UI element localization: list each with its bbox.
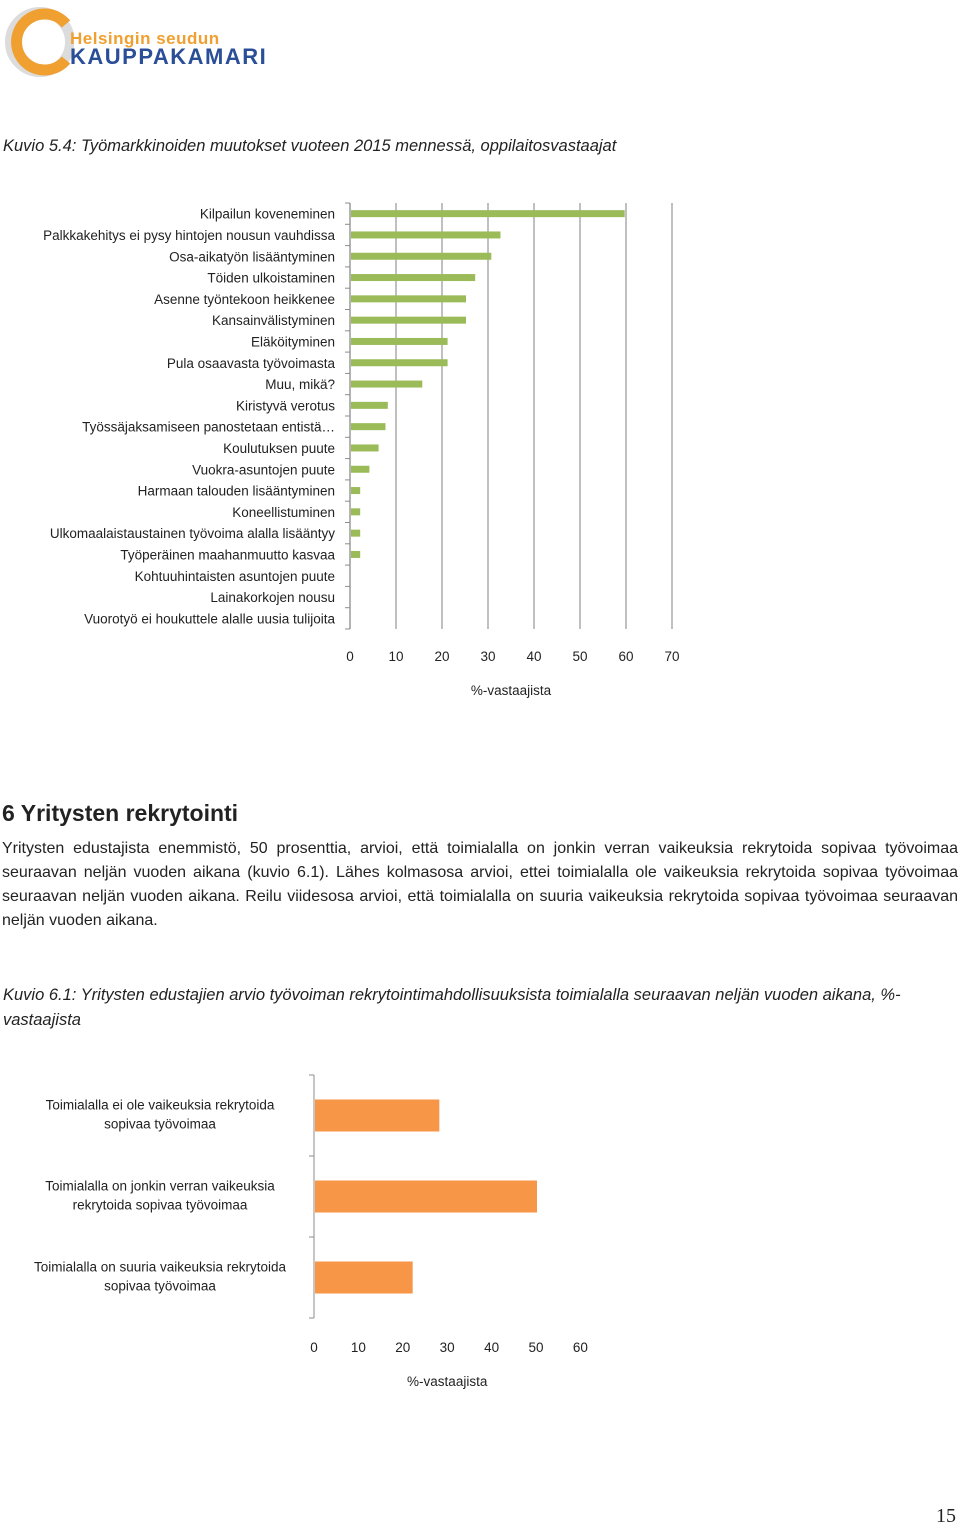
bar <box>351 402 388 409</box>
bar <box>315 1100 439 1132</box>
x-tick-label: 20 <box>434 649 450 664</box>
category-label: Eläköityminen <box>250 334 335 350</box>
category-label: Kohtuuhintaisten asuntojen puute <box>134 568 335 584</box>
bar <box>351 551 360 558</box>
x-tick-label: 10 <box>350 1340 366 1355</box>
category-label: Ulkomaalaistaustainen työvoima alalla lisääntyy <box>49 526 335 542</box>
category-label: Pula osaavasta työvoimasta <box>166 355 335 371</box>
logo-line1: Helsingin seudun <box>70 29 220 48</box>
x-tick-label: 0 <box>346 649 354 664</box>
category-label: Vuokra-asuntojen puute <box>192 462 335 478</box>
category-label: Vuorotyö ei houkuttele alalle uusia tulijoita <box>84 611 335 627</box>
figure-5-4-caption: Kuvio 5.4: Työmarkkinoiden muutokset vuoteen 2015 mennessä, oppilaitosvastaajat <box>3 137 617 155</box>
category-label: Työssäjaksamiseen panostetaan entistä… <box>82 419 335 435</box>
logo-line2: KAUPPAKAMARI <box>70 44 268 69</box>
bar <box>351 338 448 345</box>
category-label: Toimialalla ei ole vaikeuksia rekrytoida <box>45 1097 275 1113</box>
category-label: Töiden ulkoistaminen <box>207 270 335 286</box>
bar <box>351 487 360 494</box>
bar <box>351 444 379 451</box>
logo-c-emblem <box>4 2 74 82</box>
x-tick-label: 30 <box>480 649 496 664</box>
section-paragraph: Yritysten edustajista enemmistö, 50 prosenttia, arvioi, että toimialalla on jonkin verran vaikeuksia rekrytoida sopivaa työvoimaa seuraavan neljän vuoden aikana (kuvio 6.1). Lähes kolmasosa arvioi, ettei toimialalla ole vaikeuksia rekrytoida sopivaa työvoimaa seuraavan neljän vuoden aikana. Reilu viidesosa arvioi, että toimialalla on suuria vaikeuksia rekrytoida sopivaa työvoimaa seuraavan neljän vuoden aikana. <box>2 840 958 929</box>
category-label: Asenne työntekoon heikkenee <box>154 291 335 307</box>
bar <box>315 1181 537 1213</box>
category-label: Koneellistuminen <box>232 504 335 520</box>
x-tick-label: 50 <box>572 649 588 664</box>
x-tick-label: 60 <box>572 1340 588 1355</box>
bar <box>351 359 448 366</box>
x-tick-label: 10 <box>388 649 404 664</box>
category-label: Harmaan talouden lisääntyminen <box>137 483 335 499</box>
bar <box>315 1262 413 1294</box>
bar <box>351 466 369 473</box>
bar <box>351 295 466 302</box>
x-tick-label: 40 <box>526 649 542 664</box>
x-tick-label: 30 <box>439 1340 455 1355</box>
bar <box>351 231 501 238</box>
category-label: rekrytoida sopivaa työvoimaa <box>72 1197 248 1213</box>
category-label: Kansainvälistyminen <box>211 313 335 329</box>
bar <box>351 210 625 217</box>
page-number: 15 <box>936 1505 956 1527</box>
chart-tyomarkkinat <box>0 195 960 715</box>
category-label: Työperäinen maahanmuutto kasvaa <box>120 547 335 563</box>
x-axis-label: %-vastaajista <box>470 683 552 698</box>
category-label: sopivaa työvoimaa <box>104 1116 216 1132</box>
x-tick-label: 20 <box>395 1340 411 1355</box>
category-label: Kiristyvä verotus <box>235 398 335 414</box>
category-label: Toimialalla on jonkin verran vaikeuksia <box>45 1178 275 1194</box>
category-label: Muu, mikä? <box>265 377 335 393</box>
kauppakamari-logo <box>4 2 294 82</box>
category-label: Lainakorkojen nousu <box>210 590 335 606</box>
bar <box>351 253 491 260</box>
x-axis-label: %-vastaajista <box>407 1374 488 1389</box>
bar <box>351 317 466 324</box>
category-label: Osa-aikatyön lisääntyminen <box>169 249 335 265</box>
figure-6-1-caption: Kuvio 6.1: Yritysten edustajien arvio työvoiman rekrytointimahdollisuuksista toimialalla seuraavan neljän vuoden aikana, %-vastaajista <box>3 986 901 1029</box>
bar <box>351 530 360 537</box>
x-tick-label: 40 <box>484 1340 500 1355</box>
bar <box>351 274 475 281</box>
chart-rekrytointi <box>0 1070 960 1400</box>
x-tick-label: 70 <box>664 649 680 664</box>
bar <box>351 381 422 388</box>
bar <box>351 423 386 430</box>
section-heading: 6 Yritysten rekrytointi <box>2 800 239 826</box>
category-label: Koulutuksen puute <box>223 440 335 456</box>
category-label: Palkkakehitys ei pysy hintojen nousun vauhdissa <box>43 227 335 243</box>
category-label: sopivaa työvoimaa <box>104 1278 216 1294</box>
x-tick-label: 0 <box>310 1340 318 1355</box>
category-label: Toimialalla on suuria vaikeuksia rekrytoida <box>33 1259 287 1275</box>
x-tick-label: 50 <box>528 1340 544 1355</box>
category-label: Kilpailun koveneminen <box>199 206 335 222</box>
x-tick-label: 60 <box>618 649 634 664</box>
bar <box>351 508 360 515</box>
